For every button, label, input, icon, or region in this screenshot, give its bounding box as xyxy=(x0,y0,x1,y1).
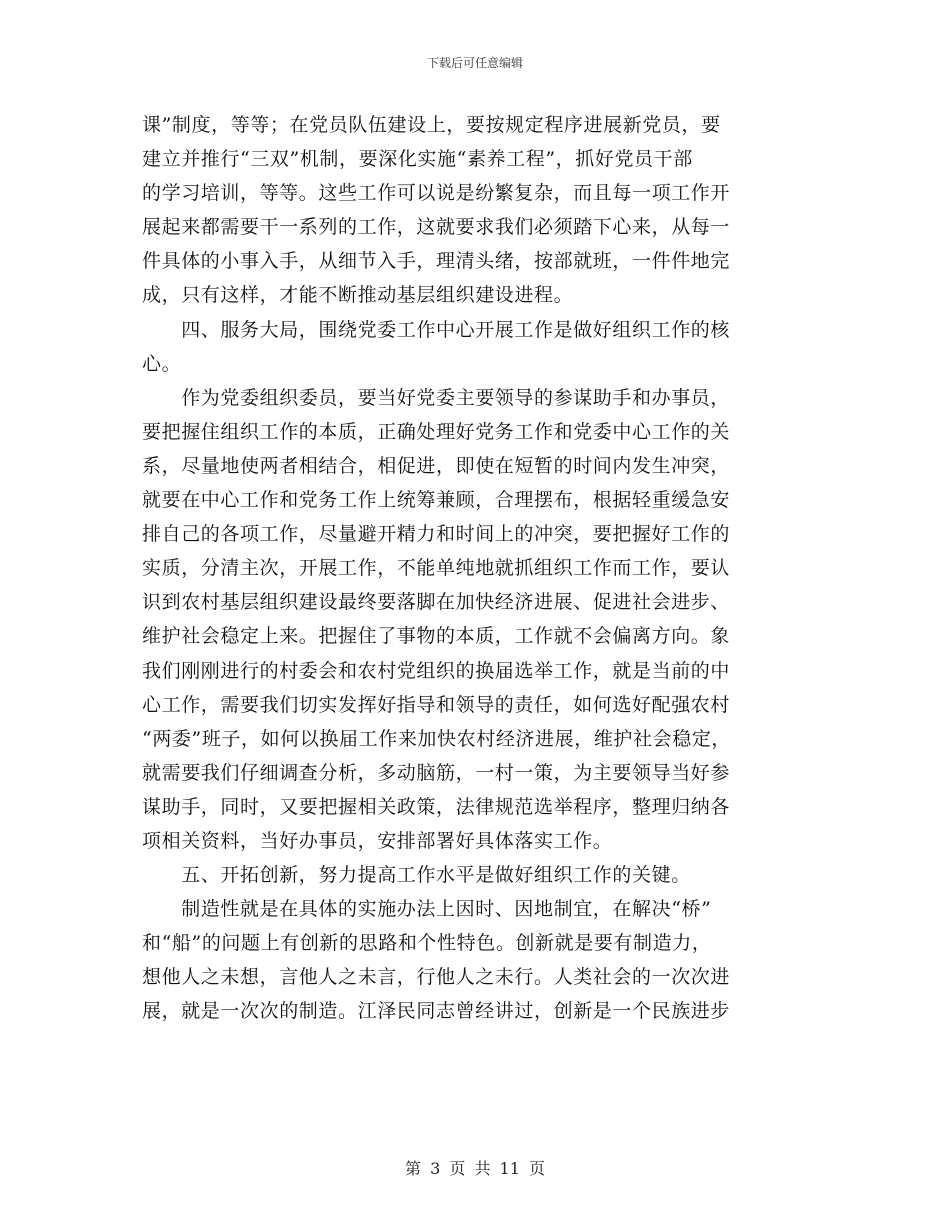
text-line: 建立并推行“三双”机制，要深化实施“素养工程”，抓好党员干部 xyxy=(142,148,693,171)
text-line: 想他人之未想，言他人之未言，行他人之未行。人类社会的一次次进 xyxy=(142,966,731,989)
page-header: 下载后可任意编辑 xyxy=(426,56,523,70)
section-heading-line: 四、服务大局，围绕党委工作中心开展工作是做好组织工作的核 xyxy=(142,318,731,341)
text-line: 课”制度，等等；在党员队伍建设上，要按规定程序进展新党员，要 xyxy=(142,114,721,136)
text-line: 制造性就是在具体的实施办法上因时、因地制宜，在解决“桥” xyxy=(142,898,712,921)
text-line: 就要在中心工作和党务工作上统筹兼顾，合理摆布，根据轻重缓急安 xyxy=(142,489,731,512)
text-line: 的学习培训，等等。这些工作可以说是纷繁复杂，而且每一项工作开 xyxy=(142,182,731,205)
text-line: 要把握住组织工作的本质，正确处理好党务工作和党委中心工作的关 xyxy=(142,420,731,443)
text-line: 维护社会稳定上来。把握住了事物的本质，工作就不会偏离方向。象 xyxy=(142,625,731,648)
section-heading-line: 五、开拓创新，努力提高工作水平是做好组织工作的关键。 xyxy=(142,864,691,887)
text-line: 系，尽量地使两者相结合，相促进，即使在短暂的时间内发生冲突， xyxy=(142,454,731,477)
text-line: 展，就是一次次的制造。江泽民同志曾经讲过，创新是一个民族进步 xyxy=(142,1000,731,1023)
text-line: 心工作，需要我们切实发挥好指导和领导的责任，如何选好配强农村 xyxy=(142,693,731,716)
text-line: 件具体的小事入手，从细节入手，理清头绪，按部就班，一件件地完 xyxy=(142,250,731,273)
document-body xyxy=(142,108,812,1029)
text-line: 项相关资料，当好办事员，安排部署好具体落实工作。 xyxy=(142,829,613,852)
text-line: 作为党委组织委员，要当好党委主要领导的参谋助手和办事员， xyxy=(142,386,731,409)
text-line: “两委”班子，如何以换届工作来加快农村经济进展，维护社会稳定， xyxy=(142,727,732,750)
text-line: 展起来都需要干一系列的工作，这就要求我们必须踏下心来，从每一 xyxy=(142,216,731,239)
text-line: 成，只有这样，才能不断推动基层组织建设进程。 xyxy=(142,284,574,307)
text-line: 我们刚刚进行的村委会和农村党组织的换届选举工作，就是当前的中 xyxy=(142,659,731,682)
text-line: 就需要我们仔细调查分析，多动脑筋，一村一策，为主要领导当好参 xyxy=(142,761,731,784)
page-number: 第 3 页 共 11 页 xyxy=(405,1159,545,1178)
text-line: 排自己的各项工作，尽量避开精力和时间上的冲突，要把握好工作的 xyxy=(142,523,731,546)
text-line: 谋助手，同时，又要把握相关政策，法律规范选举程序，整理归纳各 xyxy=(142,795,731,818)
text-line: 和“船”的问题上有创新的思路和个性特色。创新就是要有制造力， xyxy=(142,932,712,955)
text-line: 识到农村基层组织建设最终要落脚在加快经济进展、促进社会进步、 xyxy=(142,591,731,614)
section-heading-line: 心。 xyxy=(142,352,182,375)
text-line: 实质，分清主次，开展工作，不能单纯地就抓组织工作而工作，要认 xyxy=(142,557,731,580)
